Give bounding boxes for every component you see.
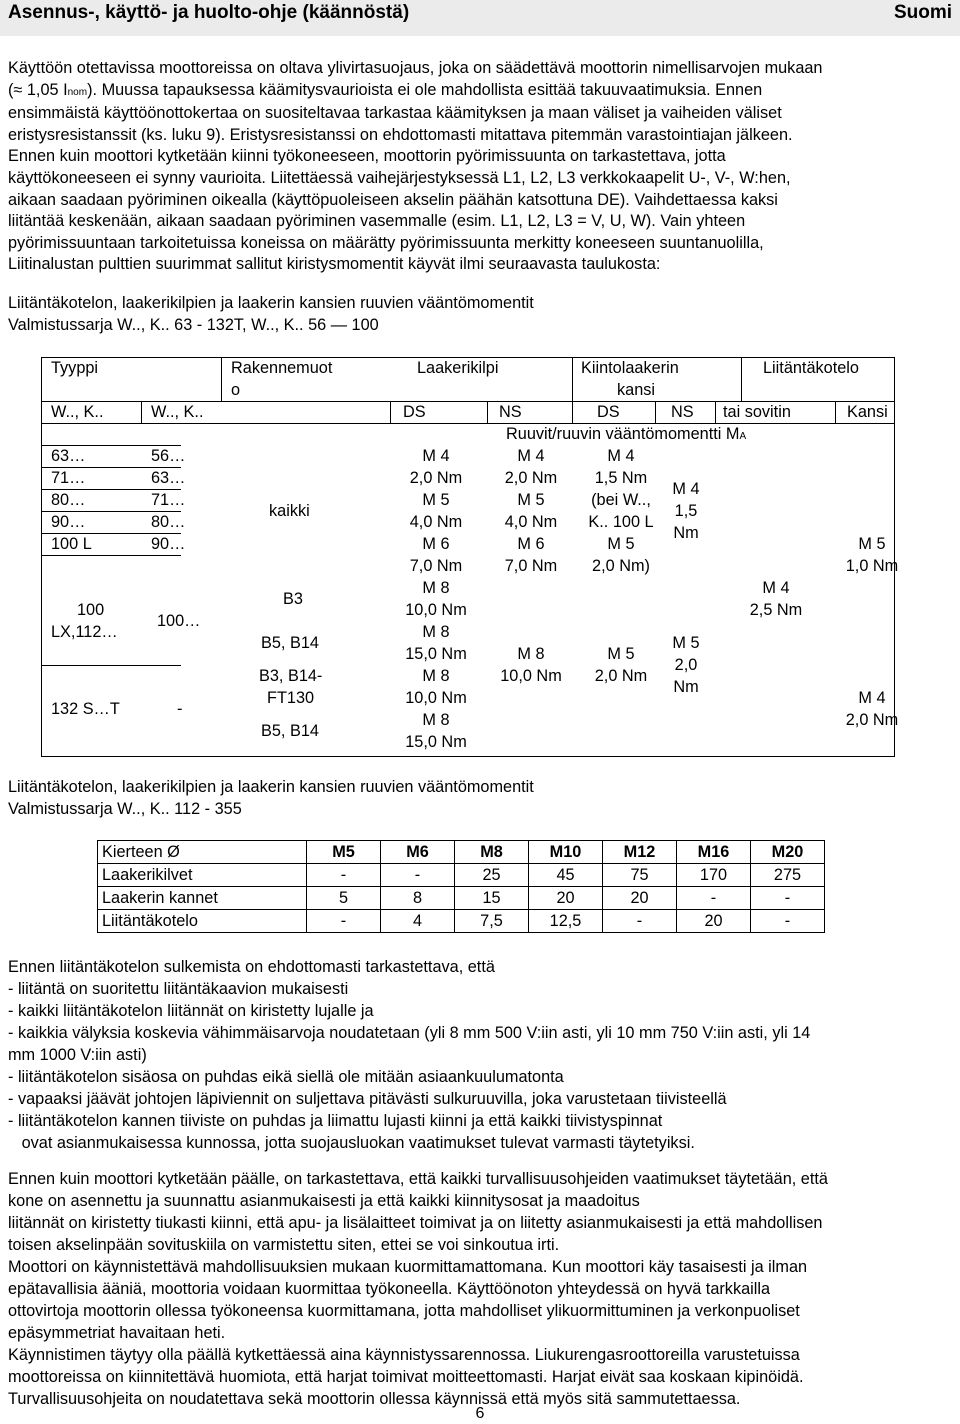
- kns-value: Nm: [673, 678, 699, 696]
- table-cell: 20: [529, 887, 603, 910]
- intro-line: eristysresistanssit (ks. luku 9). Eristysresistanssi on ehdottomasti mitattava pitemmän varastointiajan jälkeen.: [8, 125, 793, 144]
- type-cell: 90…: [151, 535, 186, 553]
- ns-value: M 6: [517, 535, 545, 553]
- ds-value: M 8: [422, 667, 450, 685]
- sub-ds2: DS: [597, 403, 620, 421]
- ds-value: 10,0 Nm: [405, 689, 467, 707]
- ds-value: M 8: [422, 579, 450, 597]
- header-cell: M10: [529, 841, 603, 864]
- section1-heading: [8, 292, 952, 336]
- table-cell: 7,5: [455, 910, 529, 933]
- ds-value: M 8: [422, 711, 450, 729]
- ruuvit-text: Ruuvit/ruuvin vääntömomentti M: [506, 425, 740, 443]
- checklist-line: - liitäntäkotelon sisäosa on puhdas eikä siellä ole mitään asiaankuulumatonta: [8, 1068, 564, 1086]
- ds-value: M 4: [422, 447, 450, 465]
- col-laakerikilpi: Laakerikilpi: [417, 359, 499, 377]
- ds-value: 4,0 Nm: [409, 513, 463, 531]
- rak-cell: B3, B14-: [259, 667, 323, 685]
- ds-value: M 8: [422, 623, 450, 641]
- type-cell: 63…: [151, 469, 186, 487]
- type-cell: LX,112…: [51, 623, 118, 641]
- table-cell: 12,5: [529, 910, 603, 933]
- header-cell: M16: [677, 841, 751, 864]
- checklist-line: ovat asianmukaisessa kunnossa, jotta suojausluokan vaatimukset tulevat varmasti täytetyiksi.: [8, 1134, 695, 1152]
- table-cell: 275: [751, 864, 825, 887]
- table-cell: -: [677, 887, 751, 910]
- checklist-line: - liitäntäkotelon kannen tiiviste on puhdas ja liimattu lujasti kiinni ja että kaikki tiivistyspinnat: [8, 1112, 663, 1130]
- table-header-row: [98, 841, 825, 864]
- rak-cell: B5, B14: [261, 722, 319, 740]
- type-cell: 80…: [151, 513, 186, 531]
- table-row: [98, 887, 825, 910]
- kds-value: 1,5 Nm: [594, 469, 648, 487]
- kansi-value: M 5: [858, 535, 886, 553]
- type-cell: 80…: [51, 491, 86, 509]
- ns-value: M 8: [517, 645, 545, 663]
- header-title: Asennus-, käyttö- ja huolto-ohje (käännöstä): [8, 2, 410, 23]
- sub-w2: W.., K..: [151, 403, 204, 421]
- intro-line: ensimmäistä käyttöönottokertaa on suositeltavaa tarkastaa käämityksen ja maan väliset ja vaiheiden väliset: [8, 104, 782, 123]
- final-line: moottoreissa on kiinnitettävä huomiota, että harjat toimivat moitteettomasti. Harjat eivät saa koskaan kipinöidä.: [8, 1368, 804, 1386]
- col-rakennemuoto-2: o: [231, 381, 241, 399]
- col-tyyppi: Tyyppi: [51, 359, 99, 377]
- table-cell: Laakerikilvet: [98, 864, 307, 887]
- col-kiintolaakerin-2: kansi: [617, 381, 656, 399]
- intro-suffix: ).: [87, 80, 98, 99]
- rak-cell: kaikki: [269, 502, 310, 520]
- kds-value: (bei W..,: [591, 491, 651, 509]
- final-line: kone on asennettu ja suunnattu asianmukaisesti ja että kaikki kiinnitysosat ja maadoitus: [8, 1192, 640, 1210]
- checklist-line: - liitäntä on suoritettu liitäntäkaavion mukaisesti: [8, 980, 349, 998]
- table-cell: 8: [381, 887, 455, 910]
- table-cell: 4: [381, 910, 455, 933]
- kansi-value: 2,0 Nm: [845, 711, 899, 729]
- header-language: Suomi: [893, 2, 952, 23]
- checklist-line: mm 1000 V:iin asti): [8, 1046, 147, 1064]
- torque-table-1: [41, 357, 899, 757]
- sub-kansi: Kansi: [847, 403, 888, 421]
- table-cell: -: [751, 910, 825, 933]
- final-line: Ennen kuin moottori kytketään päälle, on tarkastettava, että kaikki turvallisuusohjeiden vaatimukset täytetään, että: [8, 1170, 828, 1188]
- ns-value: 7,0 Nm: [504, 557, 558, 575]
- ns-value: 2,0 Nm: [504, 469, 558, 487]
- type-cell: 100…: [157, 612, 201, 630]
- page-header: [0, 0, 960, 36]
- checklist-line: - kaikkia välyksia koskevia vähimmäisarvoja noudatetaan (yli 8 mm 500 V:iin asti, yli 10 mm 750 V:iin asti, yli 14: [8, 1024, 811, 1042]
- table-cell: -: [381, 864, 455, 887]
- table-row: [98, 864, 825, 887]
- intro-line: Muussa tapauksessa käämitysvaurioista ei ole mahdollista esittää takuuvaatimuksia. Ennen: [101, 80, 763, 99]
- kns-value: 1,5: [674, 502, 698, 520]
- col-kiintolaakerin: Kiintolaakerin: [581, 359, 679, 377]
- header-cell: M8: [455, 841, 529, 864]
- ds-value: 10,0 Nm: [405, 601, 467, 619]
- type-cell: 56…: [151, 447, 186, 465]
- col-rakennemuoto: Rakennemuot: [231, 359, 333, 377]
- ds-value: 2,0 Nm: [409, 469, 463, 487]
- ds-value: M 6: [422, 535, 450, 553]
- intro-paragraph: [8, 58, 952, 276]
- ns-value: M 5: [517, 491, 545, 509]
- section1-title: Liitäntäkotelon, laakerikilpien ja laakerin kansien ruuvien vääntömomentit: [8, 294, 534, 312]
- type-cell: 90…: [51, 513, 86, 531]
- table-cell: -: [603, 910, 677, 933]
- final-line: Moottori on käynnistettävä mahdollisuuksien mukaan kuormittamattomana. Kun moottori käy tasaisesti ja ilman: [8, 1258, 808, 1276]
- table-cell: 20: [677, 910, 751, 933]
- kns-value: M 5: [672, 634, 700, 652]
- kns-value: 2,0: [674, 656, 698, 674]
- type-cell: -: [177, 700, 183, 718]
- tai-value: M 4: [762, 579, 790, 597]
- sub-ns1: NS: [499, 403, 522, 421]
- intro-line: Käyttöön otettavissa moottoreissa on oltava ylivirtasuojaus, joka on säädettävä moottorin nimellisarvojen mukaan: [8, 59, 823, 77]
- table-row: [98, 910, 825, 933]
- col-liitantakotelo: Liitäntäkotelo: [763, 359, 859, 377]
- ruuvit-sub: A: [739, 431, 747, 442]
- type-cell: 63…: [51, 447, 86, 465]
- sub-ns2: NS: [671, 403, 694, 421]
- header-cell: M6: [381, 841, 455, 864]
- ns-value: 10,0 Nm: [500, 667, 562, 685]
- ns-value: M 4: [517, 447, 545, 465]
- kds-value: M 5: [607, 535, 635, 553]
- kds-value: 2,0 Nm: [594, 667, 648, 685]
- header-cell: Kierteen Ø: [98, 841, 307, 864]
- page-number: 6: [475, 1405, 485, 1422]
- checklist-line: - kaikki liitäntäkotelon liitännät on kiristetty lujalle ja: [8, 1002, 374, 1020]
- section1-subtitle: Valmistussarja W.., K.. 63 - 132T, W.., K.. 56 — 100: [8, 316, 379, 334]
- final-line: epäsymmetriat havaitaan heti.: [8, 1324, 226, 1342]
- intro-line: käyttökoneeseen ei synny vaurioita. Liitettäessä vaihejärjestyksessä L1, L2, L3 verkkokaapelit U-, V-, W:hen,: [8, 168, 791, 187]
- kns-value: Nm: [673, 524, 699, 542]
- torque-table-2: [97, 840, 825, 933]
- final-line: ottovirtoja moottorin ollessa työkoneensa kuormittamana, jotta mahdolliset ylikuormittuminen ja verkonpuoliset: [8, 1302, 800, 1320]
- table-cell: 15: [455, 887, 529, 910]
- intro-line: [8, 80, 952, 104]
- table-cell: -: [307, 864, 381, 887]
- table-cell: 5: [307, 887, 381, 910]
- table-cell: Liitäntäkotelo: [98, 910, 307, 933]
- section2-title: Liitäntäkotelon, laakerikilpien ja laakerin kansien ruuvien vääntömomentit: [8, 778, 534, 796]
- rak-cell: FT130: [267, 689, 315, 707]
- type-cell: 100 L: [51, 535, 92, 553]
- intro-line: liitäntää keskenään, aikaan saadaan pyöriminen vasemmalle (esim. L1, L2, L3 = V, U, W). Vain yhteen: [8, 212, 746, 231]
- kds-value: M 4: [607, 447, 635, 465]
- final-line: Käynnistimen täytyy olla päällä kytkettäessä aina käynnistyssarennossa. Liukurengasroottoreilla varustetuissa: [8, 1346, 800, 1364]
- rak-cell: B3: [283, 590, 303, 608]
- intro-line: aikaan saadaan pyöriminen oikealla (käyttöpuoleiseen akselin päähän katsottuna DE). Vaihdettaessa kaksi: [8, 190, 778, 209]
- tai-value: 2,5 Nm: [749, 601, 803, 619]
- ds-value: 15,0 Nm: [405, 733, 467, 751]
- sub-w1: W.., K..: [51, 403, 104, 421]
- intro-line: pyörimissuuntaan tarkoitetuissa koneissa on määrätty pyörimissuunta merkitty koneeseen suuntanuolilla,: [8, 233, 764, 252]
- final-line: Turvallisuusohjeita on noudatettava sekä moottorin ollessa käynnissä että myös sitä sammutettaessa.: [8, 1390, 741, 1408]
- kansi-value: 1,0 Nm: [845, 557, 899, 575]
- table-cell: -: [751, 887, 825, 910]
- final-line: epätavallisia ääniä, moottoria voidaan kuormittaa työkoneella. Käyttöönoton yhteydessä on hyvä tarkkailla: [8, 1280, 771, 1298]
- kds-value: M 5: [607, 645, 635, 663]
- table-cell: Laakerin kannet: [98, 887, 307, 910]
- type-cell: 71…: [151, 491, 186, 509]
- final-paragraph: [8, 1168, 952, 1410]
- kansi-value: M 4: [858, 689, 886, 707]
- intro-sub: nom: [67, 86, 88, 98]
- final-line: toisen akselinpään sovituskiila on varmistettu siten, ettei se voi sinkoutua irti.: [8, 1236, 560, 1254]
- checklist-line: Ennen liitäntäkotelon sulkemista on ehdottomasti tarkastettava, että: [8, 958, 495, 976]
- table-cell: 75: [603, 864, 677, 887]
- intro-line: Liitinalustan pulttien suurimmat sallitut kiristysmomentit käyvät ilmi seuraavasta taulukosta:: [8, 255, 661, 274]
- table-cell: 170: [677, 864, 751, 887]
- type-cell: 100: [77, 601, 105, 619]
- header-cell: M12: [603, 841, 677, 864]
- ds-value: 7,0 Nm: [409, 557, 463, 575]
- intro-prefix: (≈ 1,05 I: [8, 80, 68, 99]
- header-cell: M5: [307, 841, 381, 864]
- sub-tai-sovitin: tai sovitin: [723, 403, 791, 421]
- kds-value: 2,0 Nm): [592, 557, 650, 575]
- header-cell: M20: [751, 841, 825, 864]
- checklist-line: - vapaaksi jäävät johtojen läpiviennit on suljettava pitävästi sulkuruuvilla, joka varustetaan tiivisteellä: [8, 1090, 727, 1108]
- table-cell: -: [307, 910, 381, 933]
- intro-line: Ennen kuin moottori kytketään kiinni työkoneeseen, moottorin pyörimissuunta on tarkastettava, jotta: [8, 147, 726, 166]
- rak-cell: B5, B14: [261, 634, 319, 652]
- kds-value: K.. 100 L: [588, 513, 654, 531]
- table-cell: 25: [455, 864, 529, 887]
- ns-value: 4,0 Nm: [504, 513, 558, 531]
- final-line: liitännät on kiristetty tiukasti kiinni, että apu- ja lisälaitteet toimivat ja on liitetty asianmukaisesti ja että mahdollisen: [8, 1214, 823, 1232]
- sub-ds1: DS: [403, 403, 426, 421]
- type-cell: 71…: [51, 469, 86, 487]
- ds-value: 15,0 Nm: [405, 645, 467, 663]
- ds-value: M 5: [422, 491, 450, 509]
- type-cell: 132 S…T: [51, 700, 120, 718]
- section2-heading: [8, 776, 952, 820]
- section2-subtitle: Valmistussarja W.., K.. 112 - 355: [8, 800, 242, 818]
- checklist: [8, 956, 952, 1154]
- table-cell: 45: [529, 864, 603, 887]
- table-cell: 20: [603, 887, 677, 910]
- kns-value: M 4: [672, 480, 700, 498]
